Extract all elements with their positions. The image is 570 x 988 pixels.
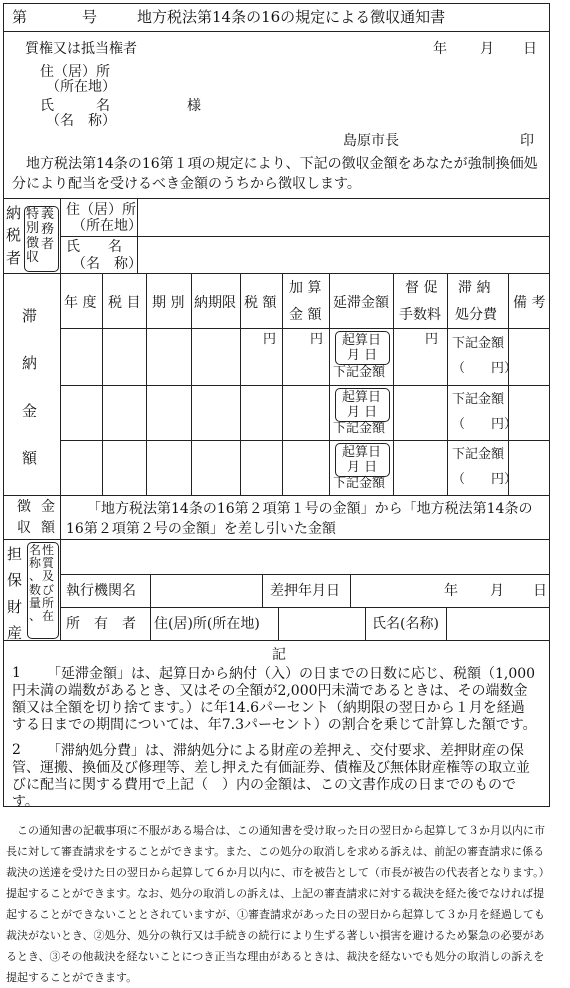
col-late-fee: 延滞金額 bbox=[333, 295, 389, 311]
seizure-date-label: 差押年月日 bbox=[270, 583, 340, 599]
late-fee-below: 下記金額 bbox=[333, 365, 386, 380]
disposal-paren: （ 円） bbox=[452, 472, 518, 487]
special-collector-col2: 義 務 者 bbox=[41, 207, 55, 252]
arr-bottom-line bbox=[3, 495, 550, 496]
collateral-row-line bbox=[60, 574, 550, 575]
taxpayer-address-label: 住（居）所 bbox=[66, 202, 136, 218]
notice-title: 地方税法第14条の16の規定による徴収通知書 bbox=[137, 8, 446, 26]
addressee-address-label: 住（居）所 bbox=[40, 64, 110, 80]
late-fee-below: 下記金額 bbox=[333, 421, 386, 436]
arr-col-line bbox=[102, 273, 103, 495]
collateral-divider bbox=[60, 539, 61, 640]
arr-col-line bbox=[393, 273, 394, 495]
late-fee-date: 月 日 bbox=[347, 405, 378, 420]
col-tax-amount: 税 額 bbox=[244, 295, 277, 311]
arr-col-line bbox=[508, 273, 509, 495]
collateral-col-line bbox=[278, 607, 279, 640]
col-addition-2: 金 額 bbox=[289, 307, 322, 323]
collateral-col-line bbox=[446, 607, 447, 640]
taxpayer-address-sub: （所在地） bbox=[72, 218, 142, 234]
addressee-name-sub: （名 称） bbox=[46, 113, 116, 129]
unit-yen-addition: 円 bbox=[310, 332, 324, 347]
holder-label: 質権又は抵当権者 bbox=[25, 41, 137, 57]
arr-row-line bbox=[60, 328, 550, 329]
col-due: 納期限 bbox=[194, 295, 236, 311]
collateral-col-line bbox=[350, 574, 351, 607]
owner-name-label: 氏名(名称) bbox=[372, 616, 439, 632]
collateral-side-label: 担 保 財 産 bbox=[7, 545, 23, 642]
note-1-text: 「延滞金額」は、起算日から納付（入）の日までの日数に応じ、税額（1,000円未満の端数があるとき、又はその全額が2,000円未満であるときは、その端数金額又は全額を切り捨てます。）に年14.6パーセント（納期限の翌日から１月を経過する日までの期間については、年7.3パーセント）の割合を乗じて計算した額です。 bbox=[12, 666, 537, 733]
note-1-number: 1 bbox=[12, 665, 21, 681]
taxpayer-side-label: 納 税 者 bbox=[6, 204, 22, 267]
collateral-row-line-2 bbox=[60, 607, 550, 608]
owner-address-label: 住(居)所(所在地) bbox=[154, 616, 260, 632]
arr-col-line bbox=[447, 273, 448, 495]
special-collector-col1: 特 別 徴 収 bbox=[26, 207, 40, 265]
arrears-top-line bbox=[3, 273, 550, 274]
collection-label-top: 徴金 bbox=[17, 499, 65, 515]
arrears-side-label: 滞 納 金 額 bbox=[22, 307, 38, 467]
header-divider bbox=[3, 31, 550, 32]
addressee-name-label: 氏 名 bbox=[40, 98, 110, 114]
note-2-text: 「滞納処分費」は、滞納処分による財産の差押え、交付要求、差押財産の保管、運搬、換価及び修理等、差し押えた有価証券、債権及び無体財産権等の取立並びに配当に関する費用で上記（ ）内の金額は、この文書作成の日までのものです。 bbox=[12, 743, 530, 810]
taxpayer-top-line bbox=[3, 198, 550, 199]
col-remarks: 備 考 bbox=[513, 295, 546, 311]
late-fee-below: 下記金額 bbox=[333, 476, 386, 491]
collateral-col-line bbox=[365, 607, 366, 640]
date-day: 日 bbox=[523, 41, 537, 57]
disposal-below: 下記金額 bbox=[452, 447, 505, 462]
seizure-month: 月 bbox=[490, 583, 504, 599]
col-year: 年 度 bbox=[64, 295, 97, 311]
property-desc-col2: 名 称 、 数 量 、 bbox=[29, 543, 42, 623]
late-fee-start: 起算日 bbox=[342, 390, 382, 405]
date-month: 月 bbox=[480, 41, 494, 57]
late-fee-start: 起算日 bbox=[342, 445, 382, 460]
arr-col-line bbox=[282, 273, 283, 495]
appeal-notice: この通知書の記載事項に不服がある場合は、この通知書を受け取った日の翌日から起算して３か月以内に市長に対して審査請求をすることができます。また、この処分の取消しを求める訴えは、前記の審査請求に係る裁決の送達を受けた日の翌日から起算して６か月以内に、市を被告として（市長が被告の代表者となります。）提起することができます。なお、処分の取消しの訴えは、上記の審査請求に対する裁決を経た後でなければ提起することができないこととされていますが、①審査請求があった日の翌日から起算して３か月を経過しても裁決がないとき、②処分、処分の執行又は手続きの続行により生ずる著しい損害を避けるため緊急の必要があるとき、③その他裁決を経ないことにつき正当な理由があるときは、裁決を経ないでも処分の取消しの訴えを提起することができます。 bbox=[6, 824, 550, 984]
collateral-col-line bbox=[262, 574, 263, 607]
unit-yen-demand: 円 bbox=[425, 332, 439, 347]
arr-col-line bbox=[146, 273, 147, 495]
col-disposal-fee: 処分費 bbox=[455, 307, 497, 323]
late-fee-start: 起算日 bbox=[342, 333, 382, 348]
arr-col-line bbox=[60, 273, 61, 495]
taxpayer-name-sub: （名 称） bbox=[72, 256, 142, 272]
notes-heading: 記 bbox=[272, 647, 286, 663]
arr-row-line bbox=[60, 385, 550, 386]
disposal-below: 下記金額 bbox=[452, 392, 505, 407]
date-year: 年 bbox=[433, 41, 447, 57]
col-demand-fee: 手数料 bbox=[399, 307, 441, 323]
disposal-below: 下記金額 bbox=[452, 336, 505, 351]
col-demand: 督 促 bbox=[405, 280, 438, 296]
number-label: 第 bbox=[12, 8, 28, 26]
col-disposal: 滞 納 bbox=[458, 280, 491, 296]
seizure-year: 年 bbox=[444, 583, 458, 599]
addressee-address-sub: （所在地） bbox=[46, 79, 116, 95]
seizure-day: 日 bbox=[533, 583, 547, 599]
arr-col-line bbox=[329, 273, 330, 495]
col-addition: 加 算 bbox=[289, 280, 322, 296]
disposal-paren: （ 円） bbox=[452, 417, 518, 432]
disposal-paren: （ 円） bbox=[452, 361, 518, 376]
seal-mark: 印 bbox=[520, 133, 534, 149]
collection-text: 「地方税法第14条の16第２項第１号の金額」から「地方税法第14条の16第２項第２号の金額」を差し引いた金額 bbox=[66, 501, 533, 537]
unit-yen-tax: 円 bbox=[263, 332, 277, 347]
property-desc-col1: 性 質 及 び 所 在 bbox=[42, 543, 55, 623]
notes-top-line bbox=[3, 640, 550, 641]
col-period: 期 別 bbox=[152, 295, 185, 311]
arr-col-line bbox=[240, 273, 241, 495]
note-2-number: 2 bbox=[12, 742, 21, 758]
intro-text: 地方税法第14条の16第１項の規定により、下記の徴収金額をあなたが強制換価処分により配当を受けるべき金額のうちから徴収します。 bbox=[12, 156, 538, 192]
taxpayer-row-line bbox=[60, 236, 550, 237]
arr-col-line bbox=[191, 273, 192, 495]
agency-label: 執行機関名 bbox=[66, 583, 136, 599]
go-label: 号 bbox=[82, 8, 98, 26]
late-fee-date: 月 日 bbox=[347, 348, 378, 363]
honorific: 様 bbox=[187, 98, 201, 114]
taxpayer-name-label: 氏 名 bbox=[66, 239, 122, 255]
arr-row-line bbox=[60, 440, 550, 441]
col-tax-item: 税 目 bbox=[108, 295, 141, 311]
owner-label: 所 有 者 bbox=[66, 616, 136, 632]
mayor-label: 島原市長 bbox=[343, 133, 399, 149]
collateral-top-line bbox=[3, 539, 550, 540]
late-fee-date: 月 日 bbox=[347, 460, 378, 475]
collection-label-bottom: 収額 bbox=[17, 520, 65, 536]
